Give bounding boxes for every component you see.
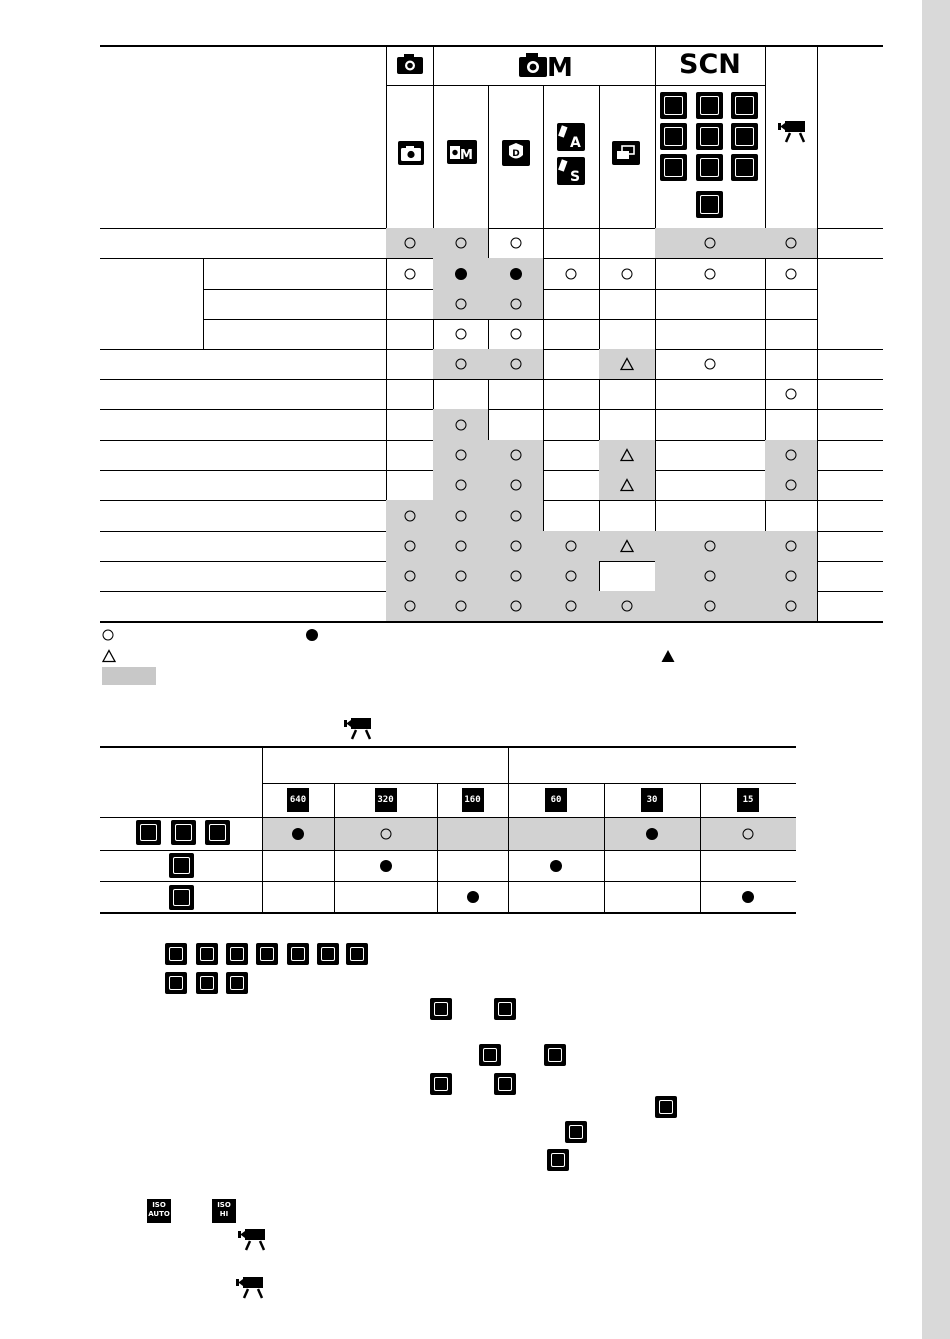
column-rule	[817, 45, 818, 622]
movie-column-rule	[334, 783, 335, 912]
open-circle-mark	[510, 238, 521, 249]
row-rule	[203, 319, 817, 320]
scene-mode-icon	[165, 972, 187, 994]
open-triangle-mark	[620, 448, 635, 462]
movie-column-rule	[508, 746, 509, 912]
open-circle-mark	[510, 480, 521, 491]
resolution-160-icon: 160	[462, 788, 484, 812]
fast-frame-rate-icon	[169, 853, 194, 878]
scene-mode-icon	[196, 943, 218, 965]
scene-mode-icon	[196, 972, 218, 994]
sub-column-rule	[203, 258, 204, 349]
camera-manual-icon	[518, 51, 574, 79]
legend-open-triangle	[102, 649, 117, 663]
open-circle-mark	[510, 510, 521, 521]
open-circle-mark	[705, 601, 716, 612]
compact-movie-icon	[169, 885, 194, 910]
open-circle-mark	[622, 601, 633, 612]
open-circle-mark	[510, 571, 521, 582]
open-circle-mark	[705, 359, 716, 370]
open-circle-mark	[380, 828, 391, 839]
movie-mode-icon	[778, 118, 808, 148]
svg-text:S: S	[570, 169, 581, 185]
movie-header-sub-rule	[262, 783, 796, 784]
svg-text:D: D	[512, 149, 520, 159]
inline-mode-icon	[430, 998, 452, 1020]
filled-circle-mark	[380, 860, 392, 872]
scene-mode-label: SCN	[679, 49, 741, 80]
filled-circle-mark	[455, 268, 467, 280]
open-circle-mark	[404, 238, 415, 249]
stitch-assist-a-icon	[557, 123, 585, 151]
open-circle-mark	[455, 601, 466, 612]
filled-circle-mark	[292, 828, 304, 840]
snow-icon	[731, 123, 758, 150]
inline-mode-icon	[655, 1096, 677, 1118]
filled-circle-mark	[742, 891, 754, 903]
open-circle-mark	[786, 268, 797, 279]
stitch-movie-s-icon	[205, 820, 230, 845]
legend-open-circle	[103, 630, 114, 641]
open-circle-mark	[705, 571, 716, 582]
movie-table-top-rule	[100, 746, 796, 748]
open-circle-mark	[786, 389, 797, 400]
open-circle-mark	[705, 268, 716, 279]
open-circle-mark	[455, 541, 466, 552]
indoor-icon	[731, 92, 758, 119]
movie-table-bottom-rule	[100, 912, 796, 914]
stitch-icon	[612, 141, 640, 165]
open-circle-mark	[404, 268, 415, 279]
stitch-movie-a-icon	[171, 820, 196, 845]
open-circle-mark	[455, 419, 466, 430]
open-circle-mark	[510, 541, 521, 552]
movie-section-icon	[344, 715, 374, 745]
portrait-icon	[660, 92, 687, 119]
open-circle-mark	[404, 601, 415, 612]
scene-mode-icon	[226, 943, 248, 965]
resolution-640-icon: 640	[287, 788, 309, 812]
auto-mode-icon	[398, 141, 424, 165]
inline-mode-icon	[479, 1044, 501, 1066]
open-circle-mark	[622, 268, 633, 279]
movie-row-rule	[100, 850, 796, 851]
resolution-15-icon: 15	[737, 788, 759, 812]
open-circle-mark	[566, 541, 577, 552]
filled-circle-mark	[510, 268, 522, 280]
foliage-icon	[696, 123, 723, 150]
movie-column-rule	[437, 783, 438, 912]
svg-text:A: A	[570, 135, 581, 151]
movie-column-rule	[700, 783, 701, 912]
open-triangle-mark	[620, 357, 635, 371]
scene-mode-icon	[256, 943, 278, 965]
legend-shaded-swatch	[102, 667, 156, 685]
open-circle-mark	[566, 571, 577, 582]
scene-mode-icon	[287, 943, 309, 965]
filled-circle-mark	[467, 891, 479, 903]
shaded-cell	[508, 817, 604, 850]
legend-filled-triangle	[661, 649, 676, 663]
scene-mode-icon	[346, 943, 368, 965]
fireworks-icon	[660, 123, 687, 150]
inline-mode-icon	[565, 1121, 587, 1143]
open-circle-mark	[510, 450, 521, 461]
kids-pets-icon	[696, 92, 723, 119]
open-circle-mark	[743, 828, 754, 839]
header-sub-rule	[655, 85, 765, 86]
scene-mode-icon	[165, 943, 187, 965]
open-circle-mark	[566, 601, 577, 612]
beach-icon	[660, 154, 687, 181]
open-circle-mark	[455, 450, 466, 461]
movie-row-rule	[100, 881, 796, 882]
open-circle-mark	[786, 541, 797, 552]
inline-mode-icon	[494, 998, 516, 1020]
filled-circle-mark	[550, 860, 562, 872]
movie-column-rule	[262, 746, 263, 912]
manual-mode-icon	[447, 140, 477, 164]
scene-mode-icon	[317, 943, 339, 965]
open-circle-mark	[566, 268, 577, 279]
inline-mode-icon	[430, 1073, 452, 1095]
movie-mode-icon	[236, 1274, 266, 1304]
open-circle-mark	[510, 299, 521, 310]
resolution-320-icon: 320	[375, 788, 397, 812]
open-circle-mark	[455, 329, 466, 340]
open-circle-mark	[705, 238, 716, 249]
open-circle-mark	[455, 299, 466, 310]
page-edge-tab	[922, 0, 950, 1339]
open-circle-mark	[455, 359, 466, 370]
open-circle-mark	[404, 541, 415, 552]
legend-filled-circle	[306, 629, 318, 641]
camera-auto-icon	[396, 53, 424, 75]
open-circle-mark	[786, 571, 797, 582]
stitch-assist-s-icon	[557, 157, 585, 185]
header-sub-rule	[433, 85, 655, 86]
scene-mode-icon	[226, 972, 248, 994]
filled-circle-mark	[646, 828, 658, 840]
color-accent-icon	[731, 154, 758, 181]
movie-mode-icon	[238, 1226, 268, 1256]
underwater-icon	[696, 191, 723, 218]
open-circle-mark	[510, 359, 521, 370]
open-circle-mark	[786, 450, 797, 461]
svg-text:M: M	[460, 148, 473, 163]
inline-mode-icon	[494, 1073, 516, 1095]
open-triangle-mark	[620, 478, 635, 492]
resolution-60-icon: 60	[545, 788, 567, 812]
open-circle-mark	[455, 238, 466, 249]
open-circle-mark	[455, 510, 466, 521]
movie-row-rule	[100, 817, 796, 818]
open-circle-mark	[510, 601, 521, 612]
iso-hi-icon: ISO HI	[212, 1199, 236, 1223]
open-circle-mark	[786, 238, 797, 249]
open-circle-mark	[404, 571, 415, 582]
iso-auto-icon: ISO AUTO	[147, 1199, 171, 1223]
standard-movie-icon	[136, 820, 161, 845]
inline-mode-icon	[544, 1044, 566, 1066]
open-circle-mark	[455, 571, 466, 582]
resolution-30-icon: 30	[641, 788, 663, 812]
open-circle-mark	[404, 510, 415, 521]
inline-mode-icon	[547, 1149, 569, 1171]
open-circle-mark	[786, 480, 797, 491]
svg-text:M: M	[547, 53, 573, 79]
open-circle-mark	[510, 329, 521, 340]
night-snapshot-icon	[696, 154, 723, 181]
movie-column-rule	[604, 783, 605, 912]
open-triangle-mark	[620, 539, 635, 553]
open-circle-mark	[705, 541, 716, 552]
shaded-cell	[437, 817, 508, 850]
open-circle-mark	[786, 601, 797, 612]
digital-macro-icon	[502, 140, 530, 166]
open-circle-mark	[455, 480, 466, 491]
header-sub-rule	[386, 85, 433, 86]
